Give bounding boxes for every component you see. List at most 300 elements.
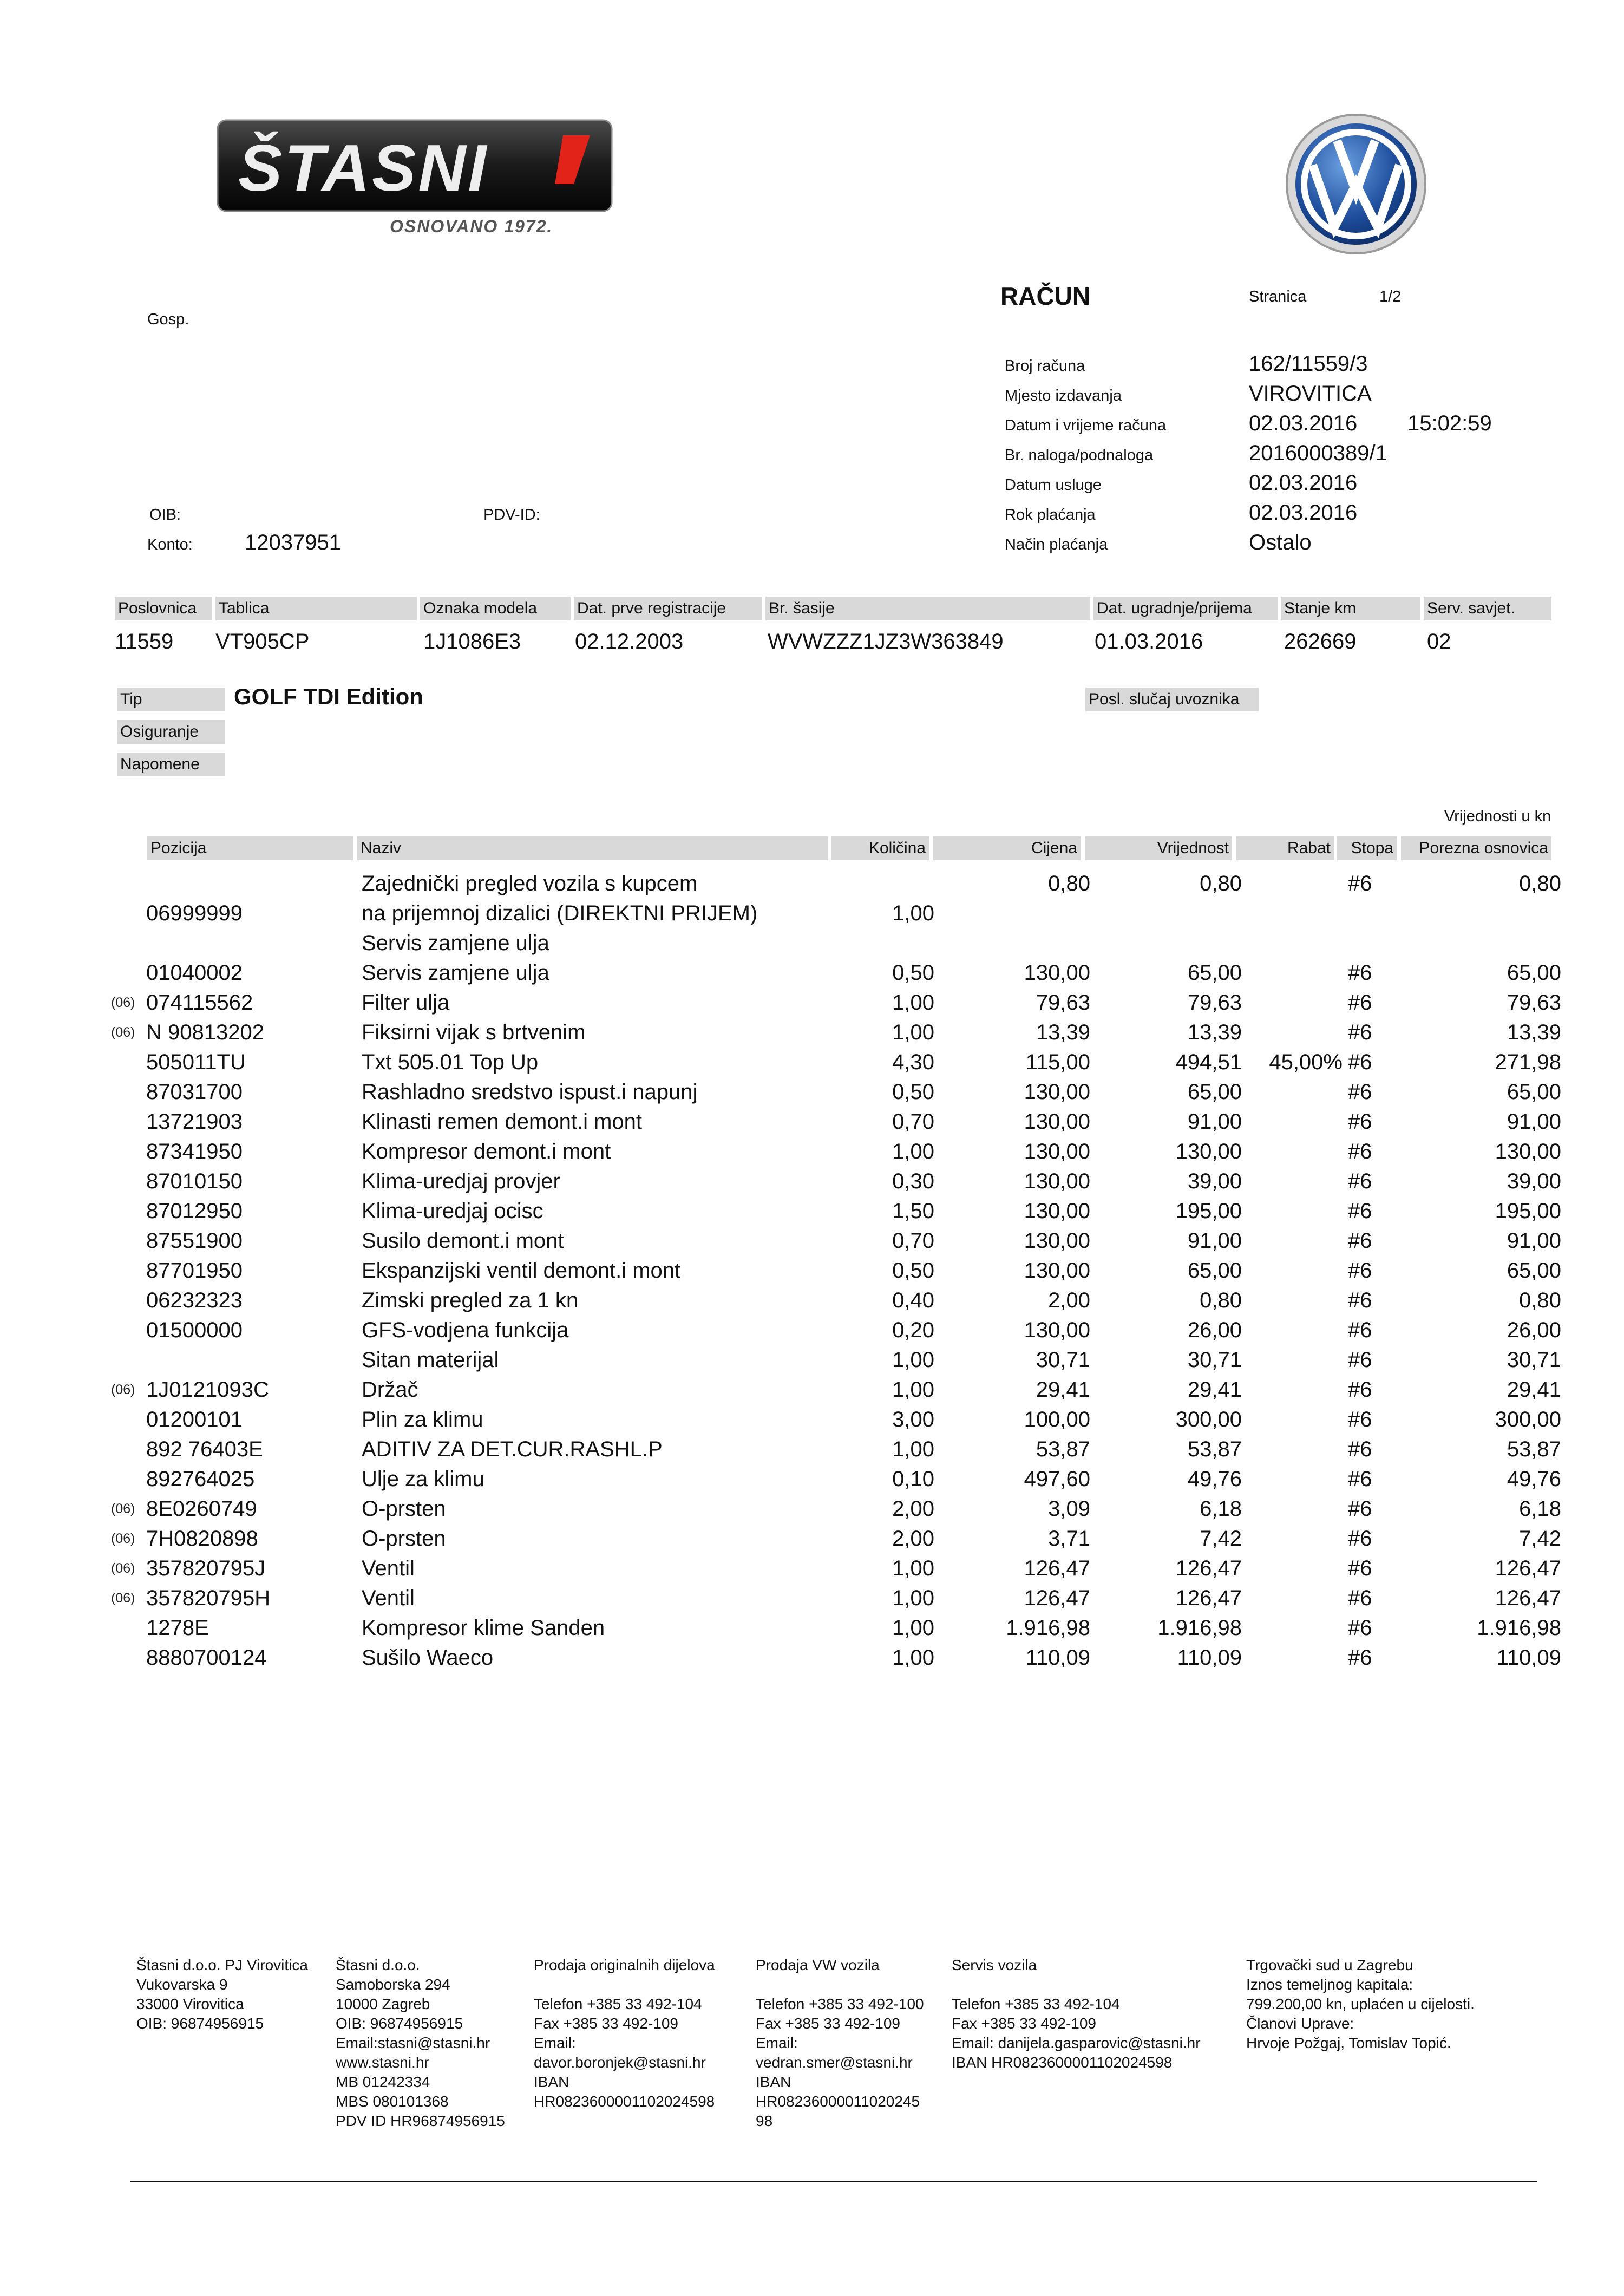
row-name: Sitan materijal <box>362 1348 499 1372</box>
row-tax-rate: #6 <box>1348 1199 1372 1223</box>
row-discount <box>1236 1107 1343 1136</box>
currency-note: Vrijednosti u kn <box>1444 808 1551 825</box>
row-tag <box>111 1167 143 1196</box>
row-quantity: 0,50 <box>892 1259 934 1283</box>
row-price: 130,00 <box>1024 1110 1090 1134</box>
row-tax-rate: #6 <box>1348 991 1372 1015</box>
row-tax-base: 49,76 <box>1507 1467 1561 1491</box>
row-tax-base <box>1401 928 1561 958</box>
row-name: ADITIV ZA DET.CUR.RASHL.P <box>362 1437 663 1461</box>
row-quantity: 1,00 <box>892 901 934 925</box>
row-quantity: 1,00 <box>892 1437 934 1461</box>
vehicle-header-cell: Br. šasije <box>765 597 1090 620</box>
stasni-tagline: OSNOVANO 1972. <box>390 217 553 236</box>
vehicle-value-cell: 262669 <box>1284 630 1357 653</box>
row-code: 87031700 <box>146 1080 243 1104</box>
row-value: 130,00 <box>1175 1140 1242 1163</box>
row-code: 87341950 <box>146 1140 243 1163</box>
row-tax-rate: #6 <box>1348 1586 1372 1610</box>
row-tag <box>111 1077 143 1107</box>
row-tax-base: 39,00 <box>1507 1169 1561 1193</box>
row-tax-rate <box>1348 928 1407 958</box>
row-tag: (06) <box>111 1382 135 1397</box>
row-tax-base: 13,39 <box>1507 1021 1561 1044</box>
row-tax-rate: #6 <box>1348 1408 1372 1431</box>
row-tag <box>111 1107 143 1136</box>
row-code: 01040002 <box>146 961 243 985</box>
row-code: 357820795H <box>146 1586 271 1610</box>
row-quantity: 0,10 <box>892 1467 934 1491</box>
row-value: 300,00 <box>1175 1408 1242 1431</box>
row-code: 06999999 <box>146 901 243 925</box>
row-discount <box>1236 1405 1343 1434</box>
row-tax-rate: #6 <box>1348 1259 1372 1283</box>
row-value: 6,18 <box>1200 1497 1242 1521</box>
row-name: Fiksirni vijak s brtvenim <box>362 1021 586 1044</box>
row-value: 53,87 <box>1187 1437 1242 1461</box>
row-value: 65,00 <box>1187 1259 1242 1283</box>
row-name: Zajednički pregled vozila s kupcem <box>362 872 698 895</box>
row-name: Kompresor demont.i mont <box>362 1140 611 1163</box>
row-tax-rate: #6 <box>1348 1437 1372 1461</box>
row-code: 87551900 <box>146 1229 243 1253</box>
row-code: 8880700124 <box>146 1646 267 1670</box>
row-tag <box>111 1286 143 1315</box>
row-price: 1.916,98 <box>1006 1616 1090 1640</box>
tip-value: GOLF TDI Edition <box>234 684 423 709</box>
row-tax-rate: #6 <box>1348 872 1372 895</box>
row-tax-rate: #6 <box>1348 1288 1372 1312</box>
row-code: 505011TU <box>146 1050 246 1074</box>
vw-logo-icon <box>1283 111 1429 257</box>
items-header-cell: Količina <box>831 836 929 860</box>
row-tax-base: 91,00 <box>1507 1229 1561 1253</box>
row-quantity: 1,00 <box>892 1556 934 1580</box>
info-value: VIROVITICA <box>1249 382 1372 405</box>
row-price: 497,60 <box>1024 1467 1090 1491</box>
row-name: Zimski pregled za 1 kn <box>362 1288 579 1312</box>
row-tag <box>111 1345 143 1375</box>
row-name: Ventil <box>362 1556 415 1580</box>
info-value: 02.03.2016 <box>1249 471 1358 495</box>
row-tax-base <box>1401 899 1561 928</box>
row-code: 87701950 <box>146 1259 243 1283</box>
row-price: 130,00 <box>1024 1318 1090 1342</box>
row-code: 1278E <box>146 1616 209 1640</box>
row-discount: 45,00% <box>1269 1050 1343 1074</box>
info-time: 15:02:59 <box>1407 411 1492 435</box>
row-quantity: 1,00 <box>892 1646 934 1670</box>
info-label: Rok plaćanja <box>1005 506 1096 524</box>
footer-column-parts: Prodaja originalnih dijelova Telefon +385 33 492-104 Fax +385 33 492-109 Email: davor.boronjek@stasni.hr IBAN HR0823600001102024598 <box>534 1957 715 2110</box>
row-name: Plin za klimu <box>362 1408 483 1431</box>
row-discount <box>1236 1345 1343 1375</box>
row-name: Servis zamjene ulja <box>362 961 549 985</box>
row-value: 13,39 <box>1187 1021 1242 1044</box>
info-value: 02.03.2016 <box>1249 501 1358 525</box>
row-code: 87010150 <box>146 1169 243 1193</box>
row-tax-base: 300,00 <box>1495 1408 1561 1431</box>
footer-column-company: Štasni d.o.o. Samoborska 294 10000 Zagreb OIB: 96874956915 Email:stasni@stasni.hr www.stasni.hr MB 01242334 MBS 080101368 PDV ID HR96874956915 <box>336 1957 505 2129</box>
row-price: 3,71 <box>1048 1527 1090 1551</box>
row-tax-base: 26,00 <box>1507 1318 1561 1342</box>
row-discount <box>1236 1018 1343 1047</box>
row-code: 892 76403E <box>146 1437 263 1461</box>
row-tag <box>111 1643 143 1672</box>
row-quantity: 0,50 <box>892 1080 934 1104</box>
row-value: 39,00 <box>1187 1169 1242 1193</box>
row-tag <box>111 869 143 898</box>
row-name: Klima-uredjaj provjer <box>362 1169 560 1193</box>
row-name: Txt 505.01 Top Up <box>362 1050 539 1074</box>
row-name: Klima-uredjaj ocisc <box>362 1199 543 1223</box>
osiguranje-label: Osiguranje <box>117 720 225 744</box>
row-tax-rate: #6 <box>1348 1378 1372 1402</box>
row-discount <box>1236 1256 1343 1285</box>
row-name: Rashladno sredstvo ispust.i napunj <box>362 1080 698 1104</box>
row-tag <box>111 1226 143 1255</box>
row-tag <box>111 1405 143 1434</box>
vehicle-header-cell: Dat. prve registracije <box>574 597 762 620</box>
row-quantity: 1,00 <box>892 1021 934 1044</box>
footer-column-legal: Trgovački sud u Zagrebu Iznos temeljnog kapitala: 799.200,00 kn, uplaćen u cijelosti. Članovi Uprave: Hrvoje Požgaj, Tomislav Topić. <box>1246 1957 1475 2051</box>
row-discount <box>1236 988 1343 1017</box>
row-name: na prijemnoj dizalici (DIREKTNI PRIJEM) <box>362 901 758 925</box>
info-label: Način plaćanja <box>1005 536 1108 553</box>
row-discount <box>1236 1316 1343 1345</box>
row-tax-rate: #6 <box>1348 1616 1372 1640</box>
row-price: 13,39 <box>1036 1021 1090 1044</box>
row-quantity: 1,00 <box>892 1586 934 1610</box>
row-tax-rate: #6 <box>1348 1348 1372 1372</box>
row-name: O-prsten <box>362 1527 446 1551</box>
row-price: 126,47 <box>1024 1586 1090 1610</box>
row-value <box>1085 928 1242 958</box>
row-code <box>146 1345 352 1375</box>
row-value: 126,47 <box>1175 1586 1242 1610</box>
row-tax-rate: #6 <box>1348 1318 1372 1342</box>
row-tax-base: 65,00 <box>1507 961 1561 985</box>
row-price: 130,00 <box>1024 961 1090 985</box>
row-tax-rate <box>1348 899 1407 928</box>
row-discount <box>1236 1375 1343 1404</box>
row-price: 130,00 <box>1024 1259 1090 1283</box>
row-tag: (06) <box>111 1025 135 1040</box>
vehicle-header-cell: Tablica <box>215 597 417 620</box>
posl-slucaj-label: Posl. slučaj uvoznika <box>1085 688 1259 711</box>
footer-column-service: Servis vozila Telefon +385 33 492-104 Fax +385 33 492-109 Email: danijela.gasparovic@stasni.hr IBAN HR0823600001102024598 <box>952 1957 1201 2071</box>
row-tax-base: 7,42 <box>1519 1527 1561 1551</box>
row-quantity: 0,30 <box>892 1169 934 1193</box>
row-tax-base: 271,98 <box>1495 1050 1561 1074</box>
napomene-label: Napomene <box>117 753 225 776</box>
row-name: Klinasti remen demont.i mont <box>362 1110 643 1134</box>
row-tax-base: 53,87 <box>1507 1437 1561 1461</box>
footer-column-branch: Štasni d.o.o. PJ Virovitica Vukovarska 9 33000 Virovitica OIB: 96874956915 <box>136 1957 308 2032</box>
row-tax-rate: #6 <box>1348 1527 1372 1551</box>
vehicle-value-cell: 02.12.2003 <box>575 630 684 653</box>
row-value: 49,76 <box>1187 1467 1242 1491</box>
row-price: 0,80 <box>1048 872 1090 895</box>
row-tax-base: 195,00 <box>1495 1199 1561 1223</box>
row-price: 30,71 <box>1036 1348 1090 1372</box>
row-code: 7H0820898 <box>146 1527 258 1551</box>
row-price: 130,00 <box>1024 1199 1090 1223</box>
page-value: 1/2 <box>1379 288 1402 305</box>
row-discount <box>1236 1196 1343 1226</box>
customer-salutation: Gosp. <box>147 311 189 328</box>
row-tax-rate: #6 <box>1348 1169 1372 1193</box>
row-tax-rate: #6 <box>1348 1080 1372 1104</box>
oib-label: OIB: <box>149 506 181 524</box>
row-name: GFS-vodjena funkcija <box>362 1318 569 1342</box>
row-tag <box>111 1464 143 1494</box>
info-label: Mjesto izdavanja <box>1005 387 1122 404</box>
row-price: 2,00 <box>1048 1288 1090 1312</box>
footer-column-vehicles: Prodaja VW vozila Telefon +385 33 492-100 Fax +385 33 492-109 Email: vedran.smer@stasni.hr IBAN HR08236000011020245 98 <box>756 1957 924 2129</box>
row-quantity: 0,70 <box>892 1110 934 1134</box>
row-discount <box>1236 1643 1343 1672</box>
row-quantity: 0,20 <box>892 1318 934 1342</box>
items-header-cell: Vrijednost <box>1085 836 1232 860</box>
row-quantity: 1,00 <box>892 1616 934 1640</box>
row-quantity <box>831 928 934 958</box>
row-discount <box>1236 1137 1343 1166</box>
row-tax-rate: #6 <box>1348 1646 1372 1670</box>
row-tag <box>111 928 143 958</box>
vehicle-header-cell: Oznaka modela <box>420 597 571 620</box>
row-value: 1.916,98 <box>1157 1616 1242 1640</box>
tip-label: Tip <box>117 688 225 711</box>
row-tax-base: 0,80 <box>1519 1288 1561 1312</box>
items-header-cell: Rabat <box>1236 836 1334 860</box>
row-quantity: 0,70 <box>892 1229 934 1253</box>
row-quantity: 1,50 <box>892 1199 934 1223</box>
row-price: 115,00 <box>1025 1050 1090 1074</box>
row-value: 91,00 <box>1187 1229 1242 1253</box>
row-discount <box>1236 1077 1343 1107</box>
row-price: 29,41 <box>1036 1378 1090 1402</box>
row-discount <box>1236 1286 1343 1315</box>
row-tag: (06) <box>111 1531 135 1546</box>
row-code: 8E0260749 <box>146 1497 257 1521</box>
row-quantity <box>831 869 934 898</box>
row-tax-base: 126,47 <box>1495 1556 1561 1580</box>
row-price: 130,00 <box>1024 1229 1090 1253</box>
row-discount <box>1236 1226 1343 1255</box>
row-tag <box>111 1435 143 1464</box>
row-name: Ventil <box>362 1586 415 1610</box>
row-name: Kompresor klime Sanden <box>362 1616 605 1640</box>
row-price: 100,00 <box>1024 1408 1090 1431</box>
row-tax-base: 30,71 <box>1507 1348 1561 1372</box>
row-code: 13721903 <box>146 1110 243 1134</box>
row-price: 130,00 <box>1024 1080 1090 1104</box>
row-quantity: 4,30 <box>892 1050 934 1074</box>
row-tag <box>111 1316 143 1345</box>
row-price: 130,00 <box>1024 1169 1090 1193</box>
row-tag <box>111 899 143 928</box>
row-code: 074115562 <box>146 991 253 1015</box>
row-code: 01500000 <box>146 1318 243 1342</box>
vehicle-value-cell: VT905CP <box>215 630 310 653</box>
row-tax-rate: #6 <box>1348 1021 1372 1044</box>
row-value: 79,63 <box>1187 991 1242 1015</box>
row-value: 30,71 <box>1187 1348 1242 1372</box>
row-quantity: 2,00 <box>892 1497 934 1521</box>
vehicle-header-cell: Poslovnica <box>115 597 212 620</box>
row-price: 110,09 <box>1025 1646 1090 1670</box>
row-quantity: 0,50 <box>892 961 934 985</box>
row-value: 110,09 <box>1177 1646 1242 1670</box>
row-value: 29,41 <box>1187 1378 1242 1402</box>
row-price: 3,09 <box>1048 1497 1090 1521</box>
konto-label: Konto: <box>147 536 193 553</box>
row-value: 91,00 <box>1187 1110 1242 1134</box>
row-name: Servis zamjene ulja <box>362 931 549 955</box>
row-discount <box>1236 1435 1343 1464</box>
row-value: 195,00 <box>1175 1199 1242 1223</box>
invoice-title: RAČUN <box>1000 282 1091 310</box>
row-quantity: 0,40 <box>892 1288 934 1312</box>
row-tax-base: 1.916,98 <box>1477 1616 1561 1640</box>
vehicle-header-cell: Dat. ugradnje/prijema <box>1093 597 1278 620</box>
row-tax-base: 65,00 <box>1507 1080 1561 1104</box>
row-tag <box>111 1137 143 1166</box>
items-header-cell: Stopa <box>1337 836 1397 860</box>
info-label: Br. naloga/podnaloga <box>1005 447 1154 464</box>
row-value: 65,00 <box>1187 1080 1242 1104</box>
row-discount <box>1236 1524 1343 1553</box>
row-name: Ulje za klimu <box>362 1467 484 1491</box>
vehicle-value-cell: 1J1086E3 <box>423 630 521 653</box>
row-price: 130,00 <box>1024 1140 1090 1163</box>
row-price: 126,47 <box>1024 1556 1090 1580</box>
row-value: 65,00 <box>1187 961 1242 985</box>
page-label: Stranica <box>1249 288 1307 305</box>
row-tax-base: 0,80 <box>1519 872 1561 895</box>
row-discount <box>1236 1167 1343 1196</box>
row-tax-rate: #6 <box>1348 1467 1372 1491</box>
info-label: Datum i vrijeme računa <box>1005 417 1167 434</box>
items-header-cell: Naziv <box>357 836 828 860</box>
row-tax-base: 126,47 <box>1495 1586 1561 1610</box>
row-code <box>146 928 352 958</box>
items-header-cell: Porezna osnovica <box>1401 836 1551 860</box>
vehicle-value-cell: WVWZZZ1JZ3W363849 <box>768 630 1004 653</box>
row-tax-base: 110,09 <box>1496 1646 1561 1670</box>
row-tax-rate: #6 <box>1348 1050 1372 1074</box>
info-value: 2016000389/1 <box>1249 441 1387 465</box>
row-quantity: 3,00 <box>892 1408 934 1431</box>
row-tax-base: 91,00 <box>1507 1110 1561 1134</box>
row-tax-base: 29,41 <box>1507 1378 1561 1402</box>
row-quantity: 1,00 <box>892 991 934 1015</box>
row-tax-base: 79,63 <box>1507 991 1561 1015</box>
row-name: Susilo demont.i mont <box>362 1229 564 1253</box>
pdv-id-label: PDV-ID: <box>483 506 540 524</box>
row-tag: (06) <box>111 1501 135 1516</box>
row-tax-rate: #6 <box>1348 1110 1372 1134</box>
info-label: Broj računa <box>1005 357 1085 375</box>
row-discount <box>1236 1554 1343 1583</box>
row-tax-rate: #6 <box>1348 1229 1372 1253</box>
row-tax-rate: #6 <box>1348 961 1372 985</box>
row-tax-rate: #6 <box>1348 1556 1372 1580</box>
row-tag <box>111 1256 143 1285</box>
stasni-logo <box>217 119 617 244</box>
row-discount <box>1236 1584 1343 1613</box>
row-code: 892764025 <box>146 1467 255 1491</box>
info-value: Ostalo <box>1249 531 1312 554</box>
stasni-brand-text: ŠTASNI <box>238 131 489 205</box>
vehicle-value-cell: 01.03.2016 <box>1095 630 1203 653</box>
footer-divider <box>130 2181 1537 2182</box>
row-tax-base: 65,00 <box>1507 1259 1561 1283</box>
vehicle-header-cell: Serv. savjet. <box>1424 597 1551 620</box>
row-tax-base: 130,00 <box>1495 1140 1561 1163</box>
row-tax-rate: #6 <box>1348 1497 1372 1521</box>
row-name: Filter ulja <box>362 991 450 1015</box>
row-quantity: 1,00 <box>892 1140 934 1163</box>
row-tax-base: 6,18 <box>1519 1497 1561 1521</box>
row-discount <box>1236 1613 1343 1643</box>
row-value: 126,47 <box>1175 1556 1242 1580</box>
row-value <box>1085 899 1242 928</box>
row-quantity: 1,00 <box>892 1378 934 1402</box>
items-header-cell: Pozicija <box>147 836 353 860</box>
items-header-cell: Cijena <box>933 836 1081 860</box>
row-code: N 90813202 <box>146 1021 264 1044</box>
row-code: 1J0121093C <box>146 1378 269 1402</box>
row-discount <box>1236 1464 1343 1494</box>
row-discount <box>1236 869 1343 898</box>
row-code: 06232323 <box>146 1288 243 1312</box>
row-discount <box>1236 1494 1343 1523</box>
row-tag: (06) <box>111 1591 135 1606</box>
row-value: 7,42 <box>1200 1527 1242 1551</box>
row-tag <box>111 1048 143 1077</box>
row-tag <box>111 1613 143 1643</box>
row-code: 87012950 <box>146 1199 243 1223</box>
row-quantity: 2,00 <box>892 1527 934 1551</box>
vehicle-value-cell: 02 <box>1427 630 1451 653</box>
row-discount <box>1236 899 1343 928</box>
info-value: 02.03.2016 <box>1249 411 1358 435</box>
row-code: 357820795J <box>146 1556 266 1580</box>
row-name: Ekspanzijski ventil demont.i mont <box>362 1259 681 1283</box>
row-value: 0,80 <box>1200 1288 1242 1312</box>
row-price: 79,63 <box>1036 991 1090 1015</box>
info-label: Datum usluge <box>1005 476 1102 494</box>
row-tag <box>111 958 143 987</box>
vehicle-value-cell: 11559 <box>115 630 174 653</box>
row-name: Držač <box>362 1378 418 1402</box>
row-discount <box>1236 958 1343 987</box>
vw-logo <box>1283 111 1429 257</box>
row-price: 53,87 <box>1036 1437 1090 1461</box>
row-value: 0,80 <box>1200 872 1242 895</box>
info-value: 162/11559/3 <box>1249 352 1368 376</box>
row-name: Sušilo Waeco <box>362 1646 494 1670</box>
row-tax-rate: #6 <box>1348 1140 1372 1163</box>
vehicle-header-cell: Stanje km <box>1281 597 1420 620</box>
row-value: 26,00 <box>1187 1318 1242 1342</box>
row-price <box>933 928 1090 958</box>
konto-value: 12037951 <box>245 531 341 554</box>
row-code <box>146 869 352 898</box>
row-tag: (06) <box>111 995 135 1010</box>
